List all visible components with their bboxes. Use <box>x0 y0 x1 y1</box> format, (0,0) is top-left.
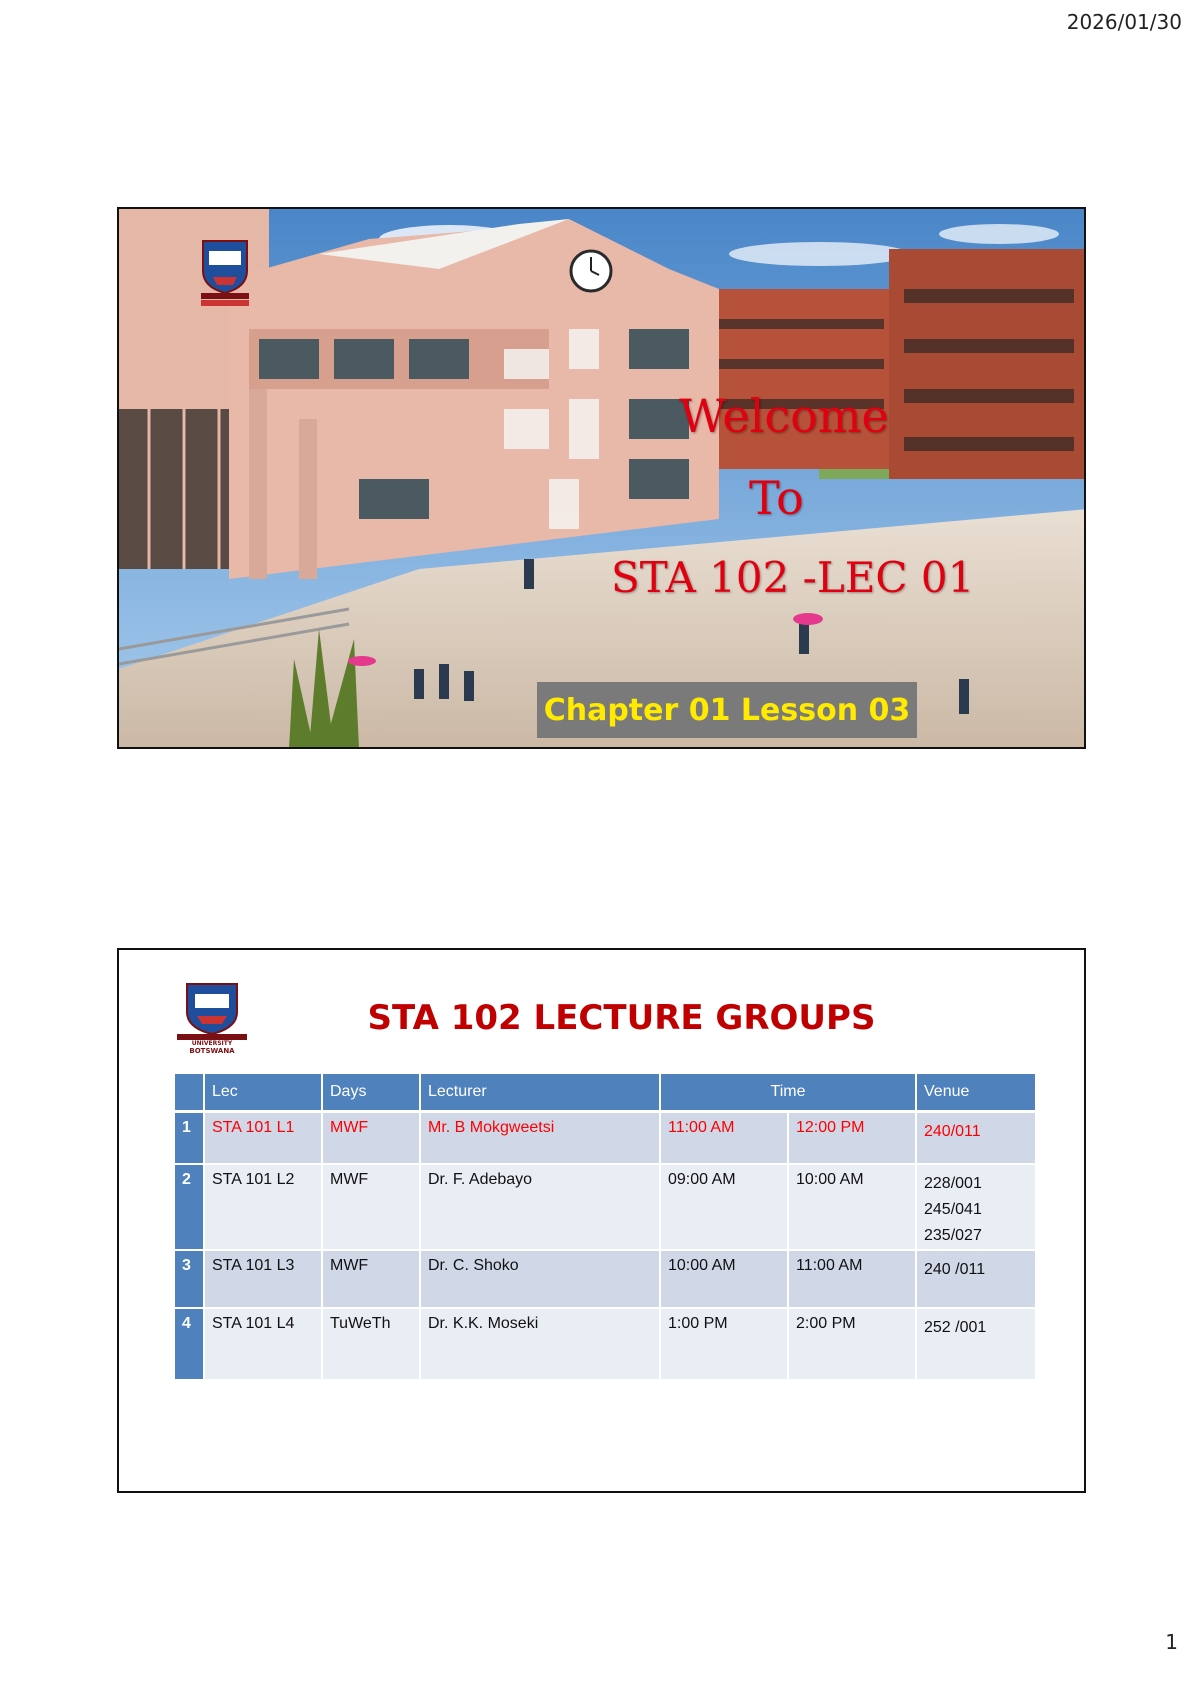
table-row <box>175 1251 1037 1309</box>
row-number: 1 <box>175 1113 205 1165</box>
row-number: 3 <box>175 1251 205 1309</box>
header-venue: Venue <box>917 1074 1037 1113</box>
cell-end-time: 12:00 PM <box>789 1113 917 1165</box>
row-number: 2 <box>175 1165 205 1251</box>
venue-line: 245/041 <box>924 1201 982 1218</box>
page-number: 1 <box>1165 1630 1178 1654</box>
cell-start-time: 09:00 AM <box>661 1165 789 1251</box>
cell-start-time: 11:00 AM <box>661 1113 789 1165</box>
page-date: 2026/01/30 <box>1066 10 1182 34</box>
cell-venue <box>917 1165 1037 1251</box>
header-lecturer: Lecturer <box>421 1074 661 1113</box>
campus-photo <box>119 209 1086 749</box>
cell-venue <box>917 1309 1037 1381</box>
cell-days: MWF <box>323 1113 421 1165</box>
chapter-label: Chapter 01 Lesson 03 <box>543 692 911 728</box>
welcome-slide <box>117 207 1086 749</box>
header-num <box>175 1074 205 1113</box>
cell-end-time: 10:00 AM <box>789 1165 917 1251</box>
cell-lecturer: Dr. C. Shoko <box>421 1251 661 1309</box>
venue-line: 228/001 <box>924 1175 982 1192</box>
venue-line: 252 /001 <box>924 1319 987 1336</box>
svg-text:BOTSWANA: BOTSWANA <box>189 1047 235 1054</box>
header-lec: Lec <box>205 1074 323 1113</box>
cell-lec: STA 101 L2 <box>205 1165 323 1251</box>
welcome-line-3: STA 102 -LEC 01 <box>611 553 975 602</box>
header-time: Time <box>661 1074 917 1113</box>
university-crest-icon <box>195 237 255 307</box>
row-number: 4 <box>175 1309 205 1381</box>
table-row <box>175 1309 1037 1381</box>
table-header-row <box>175 1074 1037 1113</box>
slide-title: STA 102 LECTURE GROUPS <box>367 998 876 1038</box>
cell-end-time: 2:00 PM <box>789 1309 917 1381</box>
cell-days: TuWeTh <box>323 1309 421 1381</box>
cell-venue <box>917 1251 1037 1309</box>
cell-lec: STA 101 L3 <box>205 1251 323 1309</box>
cell-venue <box>917 1113 1037 1165</box>
cell-lec: STA 101 L1 <box>205 1113 323 1165</box>
cell-lecturer: Mr. B Mokgweetsi <box>421 1113 661 1165</box>
cell-start-time: 1:00 PM <box>661 1309 789 1381</box>
cell-days: MWF <box>323 1165 421 1251</box>
cell-lecturer: Dr. F. Adebayo <box>421 1165 661 1251</box>
chapter-label-box <box>537 682 917 738</box>
svg-text:UNIVERSITY: UNIVERSITY <box>191 1040 233 1047</box>
lecture-groups-slide <box>117 948 1086 1493</box>
cell-start-time: 10:00 AM <box>661 1251 789 1309</box>
cell-days: MWF <box>323 1251 421 1309</box>
welcome-line-2: To <box>749 471 804 525</box>
cell-lec: STA 101 L4 <box>205 1309 323 1381</box>
venue-line: 240/011 <box>924 1123 981 1140</box>
table-row <box>175 1113 1037 1165</box>
venue-line: 240 /011 <box>924 1261 986 1278</box>
table-row <box>175 1165 1037 1251</box>
cell-end-time: 11:00 AM <box>789 1251 917 1309</box>
welcome-line-1: Welcome <box>679 389 889 443</box>
lecture-groups-table <box>175 1074 1037 1381</box>
header-days: Days <box>323 1074 421 1113</box>
cell-lecturer: Dr. K.K. Moseki <box>421 1309 661 1381</box>
venue-line: 235/027 <box>924 1227 982 1244</box>
